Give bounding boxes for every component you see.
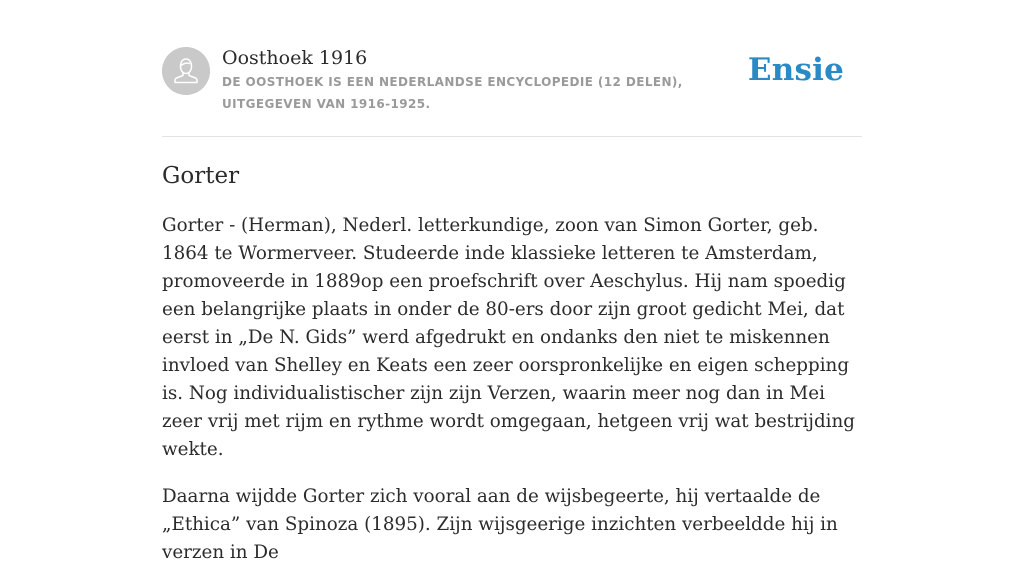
article-paragraph: Gorter - (Herman), Nederl. letterkundige, zoon van Simon Gorter, geb. 1864 te Wormerveer. Studeerde inde klassieke letteren te Amsterdam, promoveerde in 1889op een proefschrift over Aeschylus. Hij nam spoedig een belangrijke plaats in onder de 80-ers door zijn groot gedicht Mei, dat eerst in „De N. Gids” werd afgedrukt en ondanks den niet te miskennen invloed van Shelley en Keats een zeer oorspronkelijke en eigen schepping is. Nog individualistischer zijn zijn Verzen, waarin meer nog dan in Mei zeer vrij met rijm en rythme wordt omgegaan, hetgeen vrij wat bestrijding wekte. bbox=[162, 215, 855, 460]
article-page bbox=[162, 0, 862, 567]
article-title: Gorter bbox=[162, 163, 240, 189]
ensie-logo-link[interactable]: Ensie bbox=[747, 52, 844, 88]
source-header bbox=[162, 0, 862, 137]
source-info bbox=[222, 46, 762, 115]
article-paragraph: Daarna wijdde Gorter zich vooral aan de wijsbegeerte, hij vertaalde de „Ethica” van Spinoza (1895). Zijn wijsgeerige inzichten verbeeldde hij in verzen in De bbox=[162, 486, 838, 563]
source-description: DE OOSTHOEK IS EEN NEDERLANDSE ENCYCLOPEDIE (12 DELEN), UITGEGEVEN VAN 1916-1925. bbox=[222, 75, 683, 111]
source-avatar[interactable] bbox=[162, 47, 210, 95]
user-silhouette-icon bbox=[162, 47, 210, 95]
source-title[interactable]: Oosthoek 1916 bbox=[222, 47, 368, 69]
